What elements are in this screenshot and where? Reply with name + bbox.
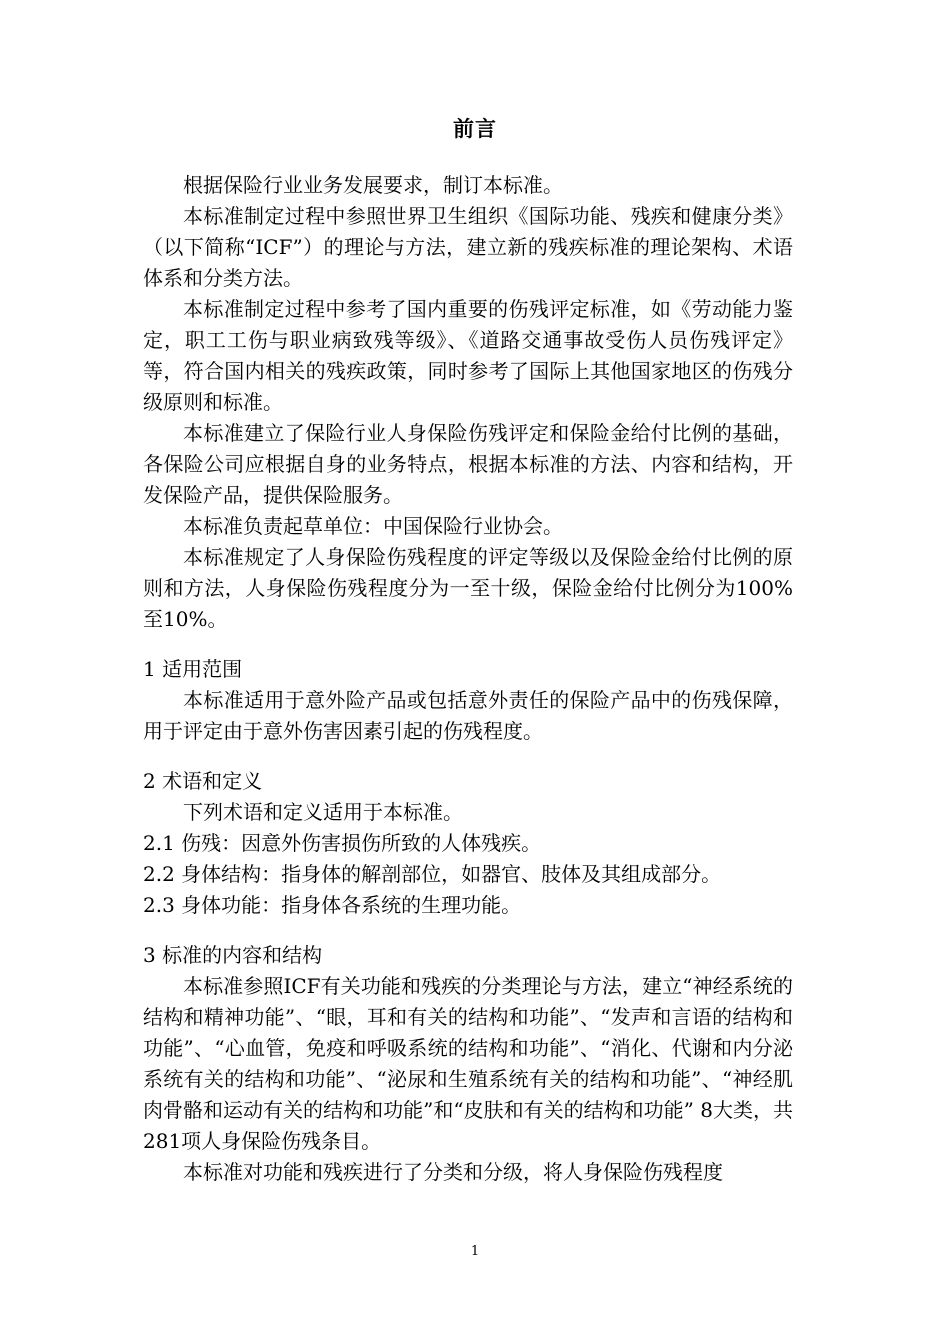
preface-paragraph: 本标准规定了人身保险伤残程度的评定等级以及保险金给付比例的原则和方法，人身保险伤残程度分为一至十级，保险金给付比例分为100%至10%。: [143, 545, 793, 631]
definition-item: 2.2 身体结构：指身体的解剖部位，如器官、肢体及其组成部分。: [143, 862, 722, 886]
section-intro: 下列术语和定义适用于本标准。: [183, 800, 463, 824]
preface-paragraph: 本标准建立了保险行业人身保险伤残评定和保险金给付比例的基础，各保险公司应根据自身的业务特点，根据本标准的方法、内容和结构，开发保险产品，提供保险服务。: [143, 421, 793, 507]
preface-paragraph: 本标准制定过程中参照世界卫生组织《国际功能、残疾和健康分类》（以下简称“ICF”）的理论与方法，建立新的残疾标准的理论架构、术语体系和分类方法。: [143, 204, 793, 290]
definition-item: 2.3 身体功能：指身体各系统的生理功能。: [143, 893, 522, 917]
section-heading-structure: 3 标准的内容和结构: [143, 943, 323, 967]
section-heading-scope: 1 适用范围: [143, 657, 243, 681]
section-paragraph: 本标准参照ICF有关功能和残疾的分类理论与方法，建立“神经系统的结构和精神功能”、“眼，耳和有关的结构和功能”、“发声和言语的结构和功能”、“心血管，免疫和呼吸系统的结构和功能”、“消化、代谢和内分泌系统有关的结构和功能”、“泌尿和生殖系统有关的结构和功能”、“神经肌肉骨骼和运动有关的结构和功能”和“皮肤和有关的结构和功能” 8大类，共281项人身保险伤残条目。: [143, 974, 793, 1153]
page-title: 前言: [453, 117, 497, 141]
preface-paragraph: 根据保险行业业务发展要求，制订本标准。: [183, 173, 563, 197]
preface-paragraph: 本标准制定过程中参考了国内重要的伤残评定标准，如《劳动能力鉴定，职工工伤与职业病致残等级》、《道路交通事故受伤人员伤残评定》等，符合国内相关的残疾政策，同时参考了国际上其他国家地区的伤残分级原则和标准。: [143, 297, 793, 414]
section-paragraph: 本标准对功能和残疾进行了分类和分级，将人身保险伤残程度: [183, 1160, 723, 1184]
preface-paragraph: 本标准负责起草单位：中国保险行业协会。: [183, 514, 563, 538]
section-paragraph: 本标准适用于意外险产品或包括意外责任的保险产品中的伤残保障，用于评定由于意外伤害因素引起的伤残程度。: [143, 688, 793, 743]
page-number: 1: [470, 1244, 480, 1259]
document-body: [143, 170, 793, 1188]
definition-item: 2.1 伤残：因意外伤害损伤所致的人体残疾。: [143, 831, 542, 855]
section-heading-terms: 2 术语和定义: [143, 769, 263, 793]
